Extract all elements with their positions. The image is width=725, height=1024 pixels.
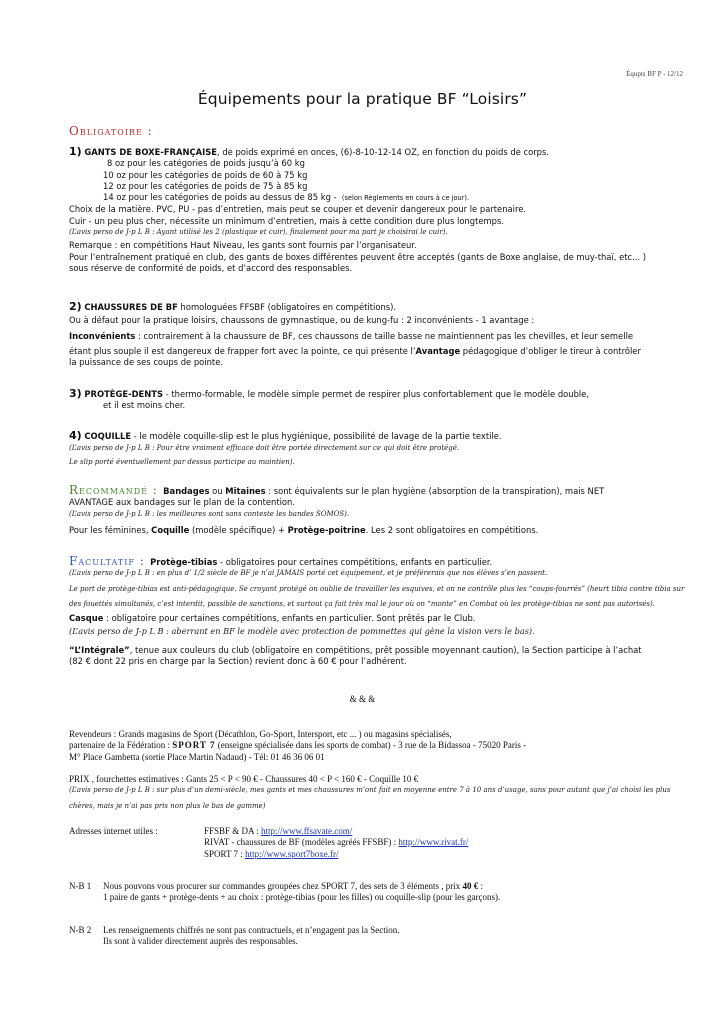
dents-line-2: et il est moins cher. (103, 400, 186, 411)
nb2-line-1-text: Les renseignements chiffrés ne sont pas contractuels, et n’engagent pas la Section. (103, 925, 400, 935)
gants-remarque: Remarque : en compétitions Haut Niveau, les gants sont fournis par l’organisateur. (69, 240, 417, 251)
section-facultatif (69, 556, 709, 667)
nb2-line-1 (69, 925, 709, 936)
recommande-line-2: AVANTAGE aux bandages sur le plan de la contention. (69, 497, 296, 508)
facultatif-desc: - obligatoires pour certaines compétitions, enfants en particulier. (217, 557, 493, 567)
section-obligatoire (69, 126, 709, 137)
nb1-price: 40 € (462, 881, 479, 891)
chaussures-line-4b: pédagogique d’obliger le tireur à contrôler (460, 345, 641, 356)
casque-line (69, 613, 709, 624)
page-reference: Équpts BF P - 12/12 (626, 70, 683, 78)
gants-weight-2: 10 oz pour les catégories de poids de 60 à 75 kg (103, 169, 308, 180)
heading-recommande: Recommandé : (69, 483, 158, 497)
revendeurs-line-1: Revendeurs : Grands magasins de Sport (Décathlon, Go-Sport, Intersport, etc ... ) ou magasins spécialisés, (69, 729, 452, 739)
dents-title-line (69, 388, 709, 400)
feminines-text-c: . Les 2 sont obligatoires en compétitions. (365, 524, 539, 535)
adresses-label: Adresses internet utiles : (69, 826, 158, 836)
recommande-feminines (69, 525, 709, 536)
facultatif-avis-1: (L’avis perso de J-p L B : en plus d’ 1/2 siècle de BF je n’ai JAMAIS porté cet équipement, et je préférerais que nos élèves s’en passent. (69, 569, 548, 578)
chaussures-inconv: : contrairement à la chaussure de BF, ces chaussons de taille basse ne maintiennent pas les chevilles, et leur semelle (135, 330, 634, 341)
recommande-line-1 (69, 485, 709, 497)
nb1-line-1b: : (478, 881, 483, 891)
dents-desc: - thermo-formable, le modèle simple permet de respirer plus confortablement que le modèle double, (163, 389, 590, 399)
nb2-block (69, 925, 709, 948)
section-recommande (69, 485, 709, 536)
prix-line-1: PRIX , fourchettes estimatives : Gants 25 < P < 90 € - Chaussures 40 < P < 160 € - Coquille 10 € (69, 774, 419, 784)
integrale-line (69, 645, 709, 656)
prix-avis-1: (L’avis perso de J-p L B : sur plus d’un demi-siècle, mes gants et mes chaussures m’ont fait en moyenne entre 7 à 10 ans d’usage, sans pour autant que j’ai choisi les plus (69, 786, 671, 795)
separator (0, 694, 725, 705)
feminines-coquille: Coquille (151, 524, 190, 535)
nb2-label: N-B 2 (69, 925, 92, 935)
revendeurs-sport7: SPORT 7 (172, 740, 216, 751)
integrale-line-2: (82 € dont 22 pris en charge par la Section) revient donc à 60 € pour l’adhérent. (69, 656, 407, 667)
nb2-line-2: Ils sont à valider directement auprès des responsables. (103, 936, 298, 947)
dents-number: 3) (69, 387, 82, 400)
item-chaussures (69, 301, 709, 368)
heading-obligatoire: Obligatoire : (69, 124, 153, 138)
gants-name: GANTS DE BOXE-FRANÇAISE (84, 147, 217, 157)
chaussures-inconv-line (69, 331, 709, 342)
casque-label: Casque (69, 613, 104, 624)
adresses-line-3 (69, 849, 709, 860)
facultatif-line-1 (69, 556, 709, 568)
sport7-label: SPORT 7 : (204, 848, 246, 859)
recommande-avis: (L’avis perso de J-p L B : les meilleures sont sans conteste les bandes SOMOS). (69, 509, 350, 518)
chaussures-name: CHAUSSURES DE BF (84, 302, 178, 312)
gants-weight-4: 14 oz pour les catégories de poids au dessus de 85 kg - (103, 192, 337, 203)
heading-facultatif: Facultatif : (69, 554, 145, 568)
chaussures-line-2: Ou à défaut pour la pratique loisirs, chaussons de gymnastique, ou de kung-fu : 2 inconvénients - 1 avantage : (69, 315, 535, 326)
recommande-mitaines: Mitaines (225, 486, 266, 496)
adresses-line-1 (69, 826, 709, 837)
integrale-desc: , tenue aux couleurs du club (obligatoire en compétitions, prêt possible moyennant caution), la Section participe à l’achat (129, 644, 642, 655)
item-coquille (69, 430, 709, 468)
nb1-line-1a: Nous pouvons vous procurer sur commandes groupées chez SPORT 7, des sets de 3 éléments , prix (103, 881, 463, 891)
facultatif-avis-2: Le port de protège-tibias est anti-pédagogique. Se croyant protégé on oublie de travailler les esquives, et on ne contrôle plus les “coups-fourrés” (heurt tibia contre tibia sur (69, 584, 685, 593)
revendeurs-line-2a: partenaire de la Fédération : (69, 740, 173, 751)
item-protege-dents (69, 388, 709, 412)
revendeurs-line-2 (69, 740, 709, 751)
chaussures-line-4 (69, 346, 709, 357)
chaussures-avantage: Avantage (415, 345, 461, 356)
chaussures-number: 2) (69, 300, 82, 313)
separator-text: & & & (349, 694, 376, 704)
item-gants (69, 146, 709, 274)
chaussures-line-5: la puissance de ses coups de pointe. (69, 357, 224, 368)
nb1-block (69, 881, 709, 904)
coquille-desc: - le modèle coquille-slip est le plus hygiénique, possibilité de lavage de la partie textile. (131, 431, 502, 441)
coquille-avis-2: Le slip porté éventuellement par dessus participe au maintien). (69, 457, 295, 466)
gants-number: 1) (69, 145, 82, 158)
chaussures-desc: homologuées FFSBF (obligatoires en compétitions). (177, 302, 397, 312)
dents-name: PROTÈGE-DENTS (84, 389, 163, 399)
prix-avis-2: chères, mais je n’ai pas pris non plus le bas de gamme) (69, 801, 266, 810)
casque-desc: : obligatoire pour certaines compétitions, enfants en particulier. Sont prêtés par le Club. (103, 613, 476, 624)
rivat-link[interactable]: http://www.rivat.fr/ (398, 837, 469, 848)
nb1-line-1 (69, 881, 709, 892)
chaussures-inconv-label: Inconvénients (69, 330, 136, 341)
page-title: Équipements pour la pratique BF “Loisirs” (197, 90, 528, 109)
coquille-avis-1: (L’avis perso de J-p L B : Pour être vraiment efficace doit être portée directement sur ce qui doit être protégé. (69, 444, 460, 453)
feminines-text-a: Pour les féminines, (69, 524, 152, 535)
gants-cuir: Cuir - un peu plus cher, nécessite un minimum d’entretien, mais à cette condition dure plus longtemps. (69, 215, 505, 226)
adresses-line-2 (69, 837, 709, 848)
gants-weight-3: 12 oz pour les catégories de poids de 75 à 85 kg (103, 180, 308, 191)
prix-block (69, 774, 709, 812)
gants-weights-note: (selon Règlements en cours à ce jour). (341, 194, 470, 203)
facultatif-tibias: Protège-tibias (150, 557, 218, 567)
chaussures-title-line (69, 301, 709, 313)
gants-matiere: Choix de la matière. PVC, PU - pas d’entretien, mais peut se couper et devenir dangereux pour le partenaire. (69, 204, 527, 215)
sport7-link[interactable]: http://www.sport7boxe.fr/ (245, 848, 339, 859)
gants-desc: , de poids exprimé en onces, (6)-8-10-12-14 OZ, en fonction du poids de corps. (217, 147, 550, 157)
coquille-number: 4) (69, 429, 82, 442)
ffsbf-label: FFSBF & DA : (204, 826, 262, 836)
integrale-label: “L’Intégrale” (69, 644, 130, 655)
gants-club-1: Pour l’entraînement pratiqué en club, des gants de boxes différentes peuvent être acceptés (gants de Boxe anglaise, de muy-thaï, etc... ) (69, 251, 647, 262)
nb1-label: N-B 1 (69, 881, 92, 891)
revendeurs-line-2b: (enseigne spécialisée dans les sports de combat) - 3 rue de la Bidassoa - 75020 Paris - (215, 740, 527, 751)
feminines-text-b: (modèle spécifique) + (189, 524, 288, 535)
gants-weight-4-line (69, 192, 709, 204)
casque-avis: (L’avis perso de J-p L B : aberrant en BF le modèle avec protection de pommettes qui gène la vision vers le bas). (69, 626, 535, 637)
revendeurs-block (69, 729, 709, 763)
adresses-block (69, 826, 709, 860)
recommande-desc: : sont équivalents sur le plan hygiène (absorption de la transpiration), mais NET (265, 486, 605, 496)
gants-title-line (69, 146, 709, 158)
revendeurs-line-3: M° Place Gambetta (sortie Place Martin Nadaud) - Tél: 01 46 36 06 01 (69, 751, 325, 762)
nb1-line-2: 1 paire de gants + protège-dents + au choix : protège-tibias (pour les filles) ou coquille-slip (pour les garçons). (103, 892, 501, 903)
ffsbf-link[interactable]: http://www.ffsavate.com/ (261, 826, 353, 836)
gants-weight-1: 8 oz pour les catégories de poids jusqu’à 60 kg (107, 158, 305, 169)
gants-club-2: sous réserve de conformité de poids, et d’accord des responsables. (69, 262, 353, 273)
rivat-label: RIVAT - chaussures de BF (modèles agréés FFSBF) : (204, 837, 399, 848)
feminines-protege-poitrine: Protège-poitrine (287, 524, 366, 535)
recommande-bandages: Bandages (163, 486, 210, 496)
chaussures-line-4a: étant plus souple il est dangereux de frapper fort avec la pointe, ce qui présente l’ (69, 345, 416, 356)
coquille-title-line (69, 430, 709, 442)
coquille-name: COQUILLE (84, 431, 132, 441)
facultatif-avis-3: des fouettés simultanés, c’est interdit, passible de sanctions, et surtout ça fait très mal le jour où on “monte” en Combat où les protège-tibias ne sont pas autorisés). (69, 599, 655, 608)
recommande-ou: ou (209, 486, 226, 496)
gants-avis: (L’avis perso de J-p L B : Ayant utilisé les 2 (plastique et cuir), finalement pour ma part je choisirai le cuir). (69, 228, 448, 237)
